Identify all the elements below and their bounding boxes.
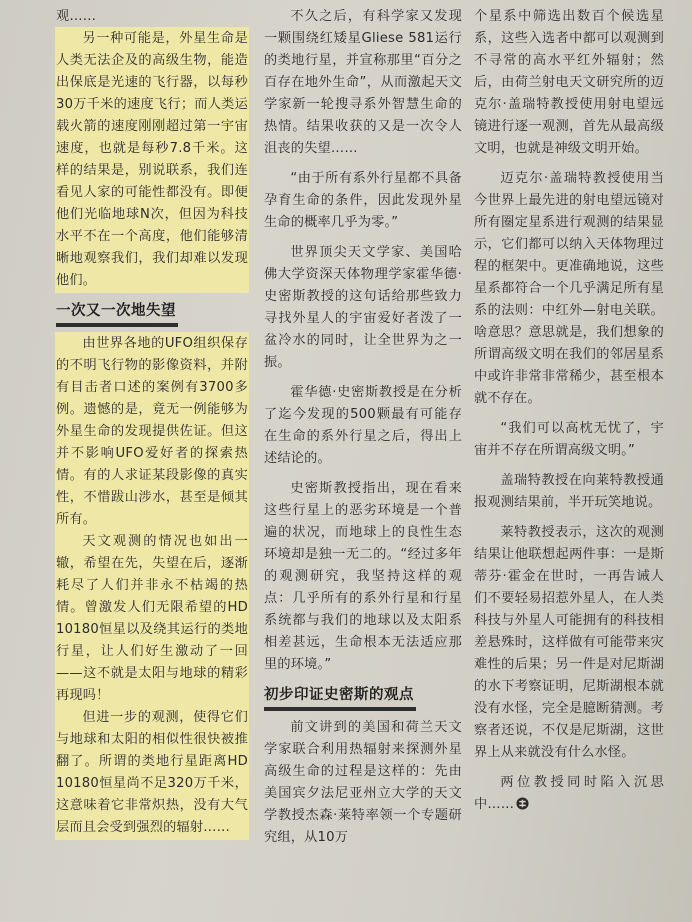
paragraph-infrared-search: 前文讲到的美国和荷兰天文学家联合利用热辐射来探测外星高级生命的过程是这样的：先由美国宾夕法尼亚州立大学的天文学教授杰森·莱特率领一个专题研究组，从10万 xyxy=(264,720,462,845)
paragraph-radio-telescope-results: 迈克尔·盖瑞特教授使用当今世界上最先进的射电望远镜对所有圈定星系进行观测的结果显示，它们都可以纳入天体物理过程的框架中。更准确地说，这些星系都符合一个几乎满足所有星系的法则：中红外—射电关联。啥意思？意思就是，我们想象的所谓高级文明在我们的邻居星系中或许非常非常稀少，甚至根本就不存在。 xyxy=(474,171,664,406)
column-right xyxy=(474,6,664,816)
paragraph-howard-smith: 世界顶尖天文学家、美国哈佛大学资深天体物理学家霍华德·史密斯教授的这句话给那些致力寻找外星人的宇宙爱好者泼了一盆冷水的同时，让全世界为之一振。 xyxy=(264,245,462,370)
paragraph-harsh-environment: 史密斯教授指出，现在看来这些行星上的恶劣环境是一个普遍的状况，而地球上的良性生态环境却是独一无二的。“经过多年的观测研究，我坚持这样的观点：几乎所有的系外行星和行星系统都与我们的地球以及太阳系相差甚远，生命根本无法适应那里的环境。” xyxy=(264,481,462,672)
section-heading-disappointment: 一次又一次地失望 xyxy=(56,300,178,327)
column-middle xyxy=(264,6,462,849)
section-heading-confirm-smith: 初步印证史密斯的观点 xyxy=(264,684,416,711)
paragraph-quote-zero-probability: “由于所有系外行星都不具备孕育生命的条件，因此发现外星生命的概率几乎为零。” xyxy=(264,171,462,230)
ending-text: 两位教授同时陷入沉思中…… xyxy=(474,775,664,812)
paragraph-ending xyxy=(474,772,664,816)
paragraph-quote-no-civilization: “我们可以高枕无忧了，宇宙并不存在所谓高级文明。” xyxy=(474,421,664,458)
paragraph-hd10180: 天文观测的情况也如出一辙，希望在先，失望在后，逐渐耗尽了人们并非永不枯竭的热情。曾激发人们无限希望的HD 10180恒星以及绕其运行的类地行星，让人们好生激动了一回——这不就是太阳与地球的精彩再现吗！ xyxy=(56,531,248,707)
column-left xyxy=(56,6,248,839)
paragraph-garrett-joke: 盖瑞特教授在向莱特教授通报观测结果前，半开玩笑地说。 xyxy=(474,473,664,510)
paragraph-500-planets: 霍华德·史密斯教授是在分析了迄今发现的500颗最有可能存在生命的系外行星之后，得出上述结论的。 xyxy=(264,385,462,466)
paragraph-candidate-galaxies: 个星系中筛选出数百个候选星系，这些入选者中都可以观测到不寻常的高水平红外辐射；然后，由荷兰射电天文研究所的迈克尔·盖瑞特教授使用射电望远镜进行逐一观测，首先从最高级文明，也就是神级文明开始。 xyxy=(474,9,664,156)
paragraph-superior-aliens: 另一种可能是，外星生命是人类无法企及的高级生物，能造出保底是光速的飞行器，以每秒30万千米的速度飞行；而人类运载火箭的速度刚刚超过第一宇宙速度，也就是每秒7.8千米。这样的结果是，别说联系，我们连看见人家的可能性都没有。即便他们光临地球N次，但因为科技水平不在一个高度，他们能够清晰地观察我们，我们却难以发现他们。 xyxy=(56,28,248,292)
article-end-icon xyxy=(516,797,529,810)
paragraph-gliese-581: 不久之后，有科学家又发现一颗围绕红矮星Gliese 581运行的类地行星，并宣称那里“百分之百存在地外生命”，从而激起天文学家新一轮搜寻系外智慧生命的热情。结果收获的又是一次令人沮丧的失望…… xyxy=(264,9,462,156)
paragraph-wright-reflection: 莱特教授表示，这次的观测结果让他联想起两件事：一是斯蒂芬·霍金在世时，一再告诫人们不要轻易招惹外星人，在人类科技与外星人可能拥有的科技相差悬殊时，这样做有可能带来灾难性的后果；另一件是对尼斯湖的水下考察证明，尼斯湖根本就没有水怪，完全是臆断猜测。考察者还说，不仅是尼斯湖，这世界上从来就没有什么水怪。 xyxy=(474,525,664,760)
paragraph-ufo-records: 由世界各地的UFO组织保存的不明飞行物的影像资料，并附有目击者口述的案例有3700多例。遗憾的是，竟无一例能够为外星生命的发现提供佐证。但这并不影响UFO爱好者的探索热情。有的人求证某段影像的真实性，不惜跋山涉水，甚至是倾其所有。 xyxy=(56,333,248,531)
paragraph-continuation: 观…… xyxy=(56,9,97,24)
paragraph-further-observation: 但进一步的观测，使得它们与地球和太阳的相似性很快被推翻了。所谓的类地行星距离HD 10180恒星尚不足320万千米，这意味着它非常炽热，没有大气层而且会受到强烈的辐射…… xyxy=(56,707,248,839)
